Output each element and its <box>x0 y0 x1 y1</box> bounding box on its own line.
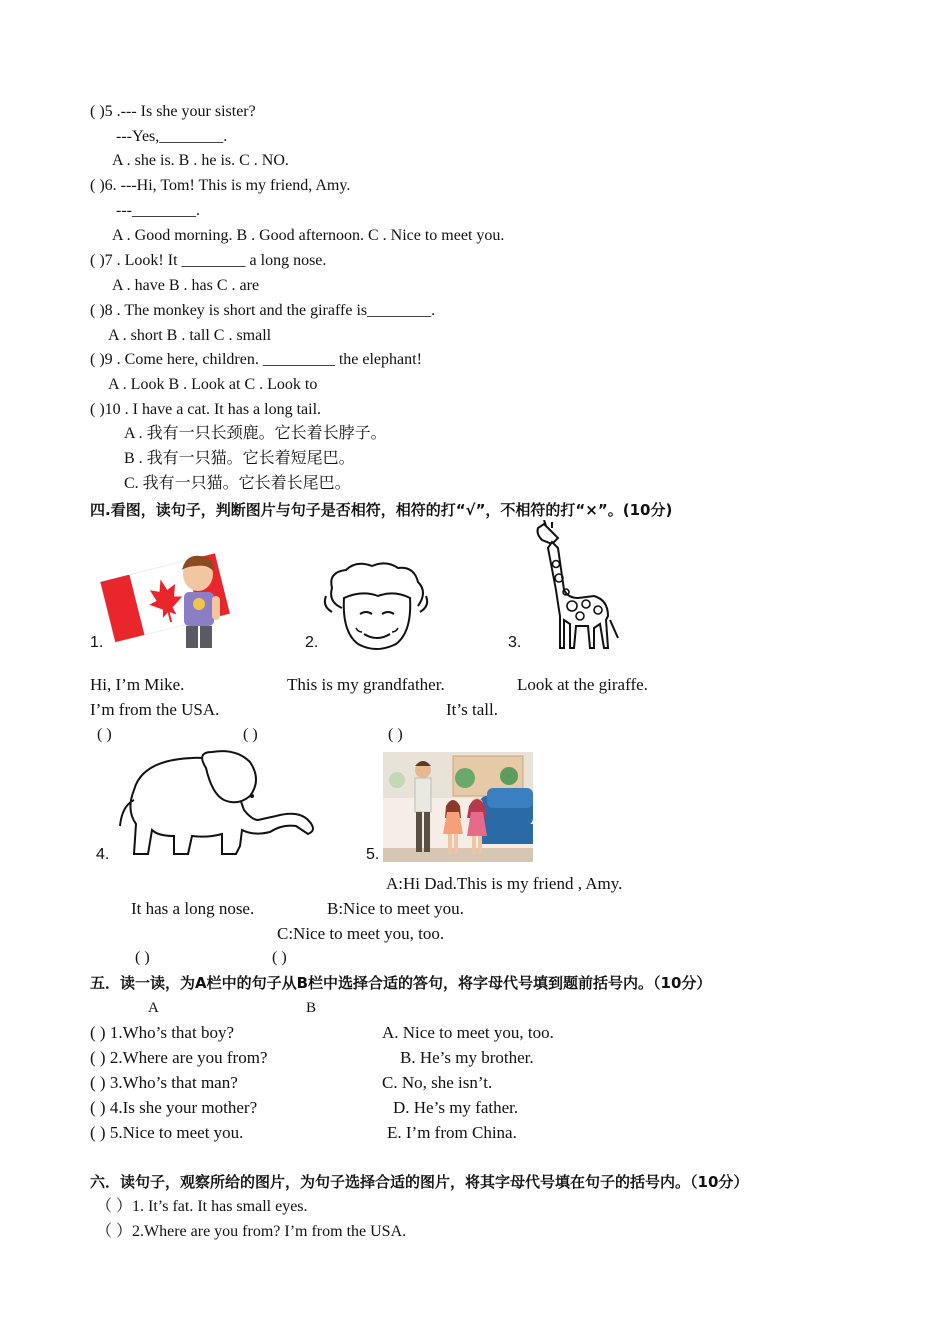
pic-number-5: 5. <box>366 846 380 863</box>
section4-title: 四.看图，读句子，判断图片与句子是否相符，相符的打“√”，不相符的打“×”。(10分) <box>90 501 673 519</box>
section5-title: 五．读一读，为A栏中的句子从B栏中选择合适的答句，将字母代号填到题前括号内。（10分） <box>90 974 712 992</box>
answer-paren-3[interactable]: ( ) <box>388 726 403 743</box>
match-left-1: ( ) 1.Who’s that boy? <box>90 1023 234 1042</box>
q5-line2: ---Yes,________. <box>116 128 228 145</box>
q6-line2: ---________. <box>116 202 200 219</box>
q10-option-b: B . 我有一只猫。它长着短尾巴。 <box>124 450 355 467</box>
match-left-2: ( ) 2.Where are you from? <box>90 1048 268 1067</box>
section6-title: 六．读句子，观察所给的图片，为句子选择合适的图片，将其字母代号填在句子的括号内。（10分） <box>90 1173 749 1191</box>
answer-paren-2[interactable]: ( ) <box>243 726 258 743</box>
grandmother-face-image <box>322 562 432 654</box>
pic-number-2: 2. <box>305 634 319 651</box>
q10-option-c: C. 我有一只猫。它长着长尾巴。 <box>124 475 351 492</box>
dialogue-a: A:Hi Dad.This is my friend , Amy. <box>386 874 623 893</box>
sentence-3a: Look at the giraffe. <box>517 675 648 694</box>
q6-options: A . Good morning. B . Good afternoon. C . Nice to meet you. <box>112 227 505 244</box>
match-left-5: ( ) 5.Nice to meet you. <box>90 1123 244 1142</box>
dad-and-girls-image <box>383 752 533 862</box>
sentence-1b: I’m from the USA. <box>90 700 220 719</box>
column-a-label: A <box>148 1000 159 1016</box>
pic-number-1: 1. <box>90 634 104 651</box>
pic-number-4: 4. <box>96 846 110 863</box>
sentence-3b: It’s tall. <box>446 700 498 719</box>
answer-paren-1[interactable]: ( ) <box>97 726 112 743</box>
sentence-1a: Hi, I’m Mike. <box>90 675 185 694</box>
match-right-b: B. He’s my brother. <box>400 1048 534 1067</box>
q10-stem: ( )10 . I have a cat. It has a long tail. <box>90 401 322 418</box>
elephant-image <box>112 750 322 862</box>
sentence-2: This is my grandfather. <box>287 675 445 694</box>
q5-options: A . she is. B . he is. C . NO. <box>112 152 289 169</box>
sentence-4: It has a long nose. <box>131 899 255 918</box>
q10-option-a: A . 我有一只长颈鹿。它长着长脖子。 <box>124 425 387 442</box>
answer-paren-4[interactable]: ( ) <box>135 949 150 966</box>
match-left-4: ( ) 4.Is she your mother? <box>90 1098 258 1117</box>
match-right-e: E. I’m from China. <box>387 1123 517 1142</box>
q7-options: A . have B . has C . are <box>112 277 260 294</box>
match-right-c: C. No, she isn’t. <box>382 1073 493 1092</box>
column-b-label: B <box>306 1000 317 1016</box>
q8-stem: ( )8 . The monkey is short and the giraffe is________. <box>90 302 436 319</box>
boy-canada-flag-image <box>100 548 240 652</box>
q6-stem: ( )6. ---Hi, Tom! This is my friend, Amy. <box>90 177 351 194</box>
match-right-a: A. Nice to meet you, too. <box>382 1023 554 1042</box>
section6-q2: （ ）2.Where are you from? I’m from the USA. <box>96 1223 407 1240</box>
q8-options: A . short B . tall C . small <box>108 327 272 344</box>
dialogue-b: B:Nice to meet you. <box>327 899 464 918</box>
match-left-3: ( ) 3.Who’s that man? <box>90 1073 238 1092</box>
q9-options: A . Look B . Look at C . Look to <box>108 376 318 393</box>
dialogue-c: C:Nice to meet you, too. <box>277 924 445 943</box>
match-right-d: D. He’s my father. <box>393 1098 519 1117</box>
pic-number-3: 3. <box>508 634 522 651</box>
section6-q1: （ ）1. It’s fat. It has small eyes. <box>96 1198 308 1215</box>
q9-stem: ( )9 . Come here, children. _________ the elephant! <box>90 351 422 368</box>
answer-paren-5[interactable]: ( ) <box>272 949 287 966</box>
q5-stem: ( )5 .--- Is she your sister? <box>90 103 256 120</box>
q7-stem: ( )7 . Look! It ________ a long nose. <box>90 252 327 269</box>
giraffe-image <box>528 520 620 654</box>
